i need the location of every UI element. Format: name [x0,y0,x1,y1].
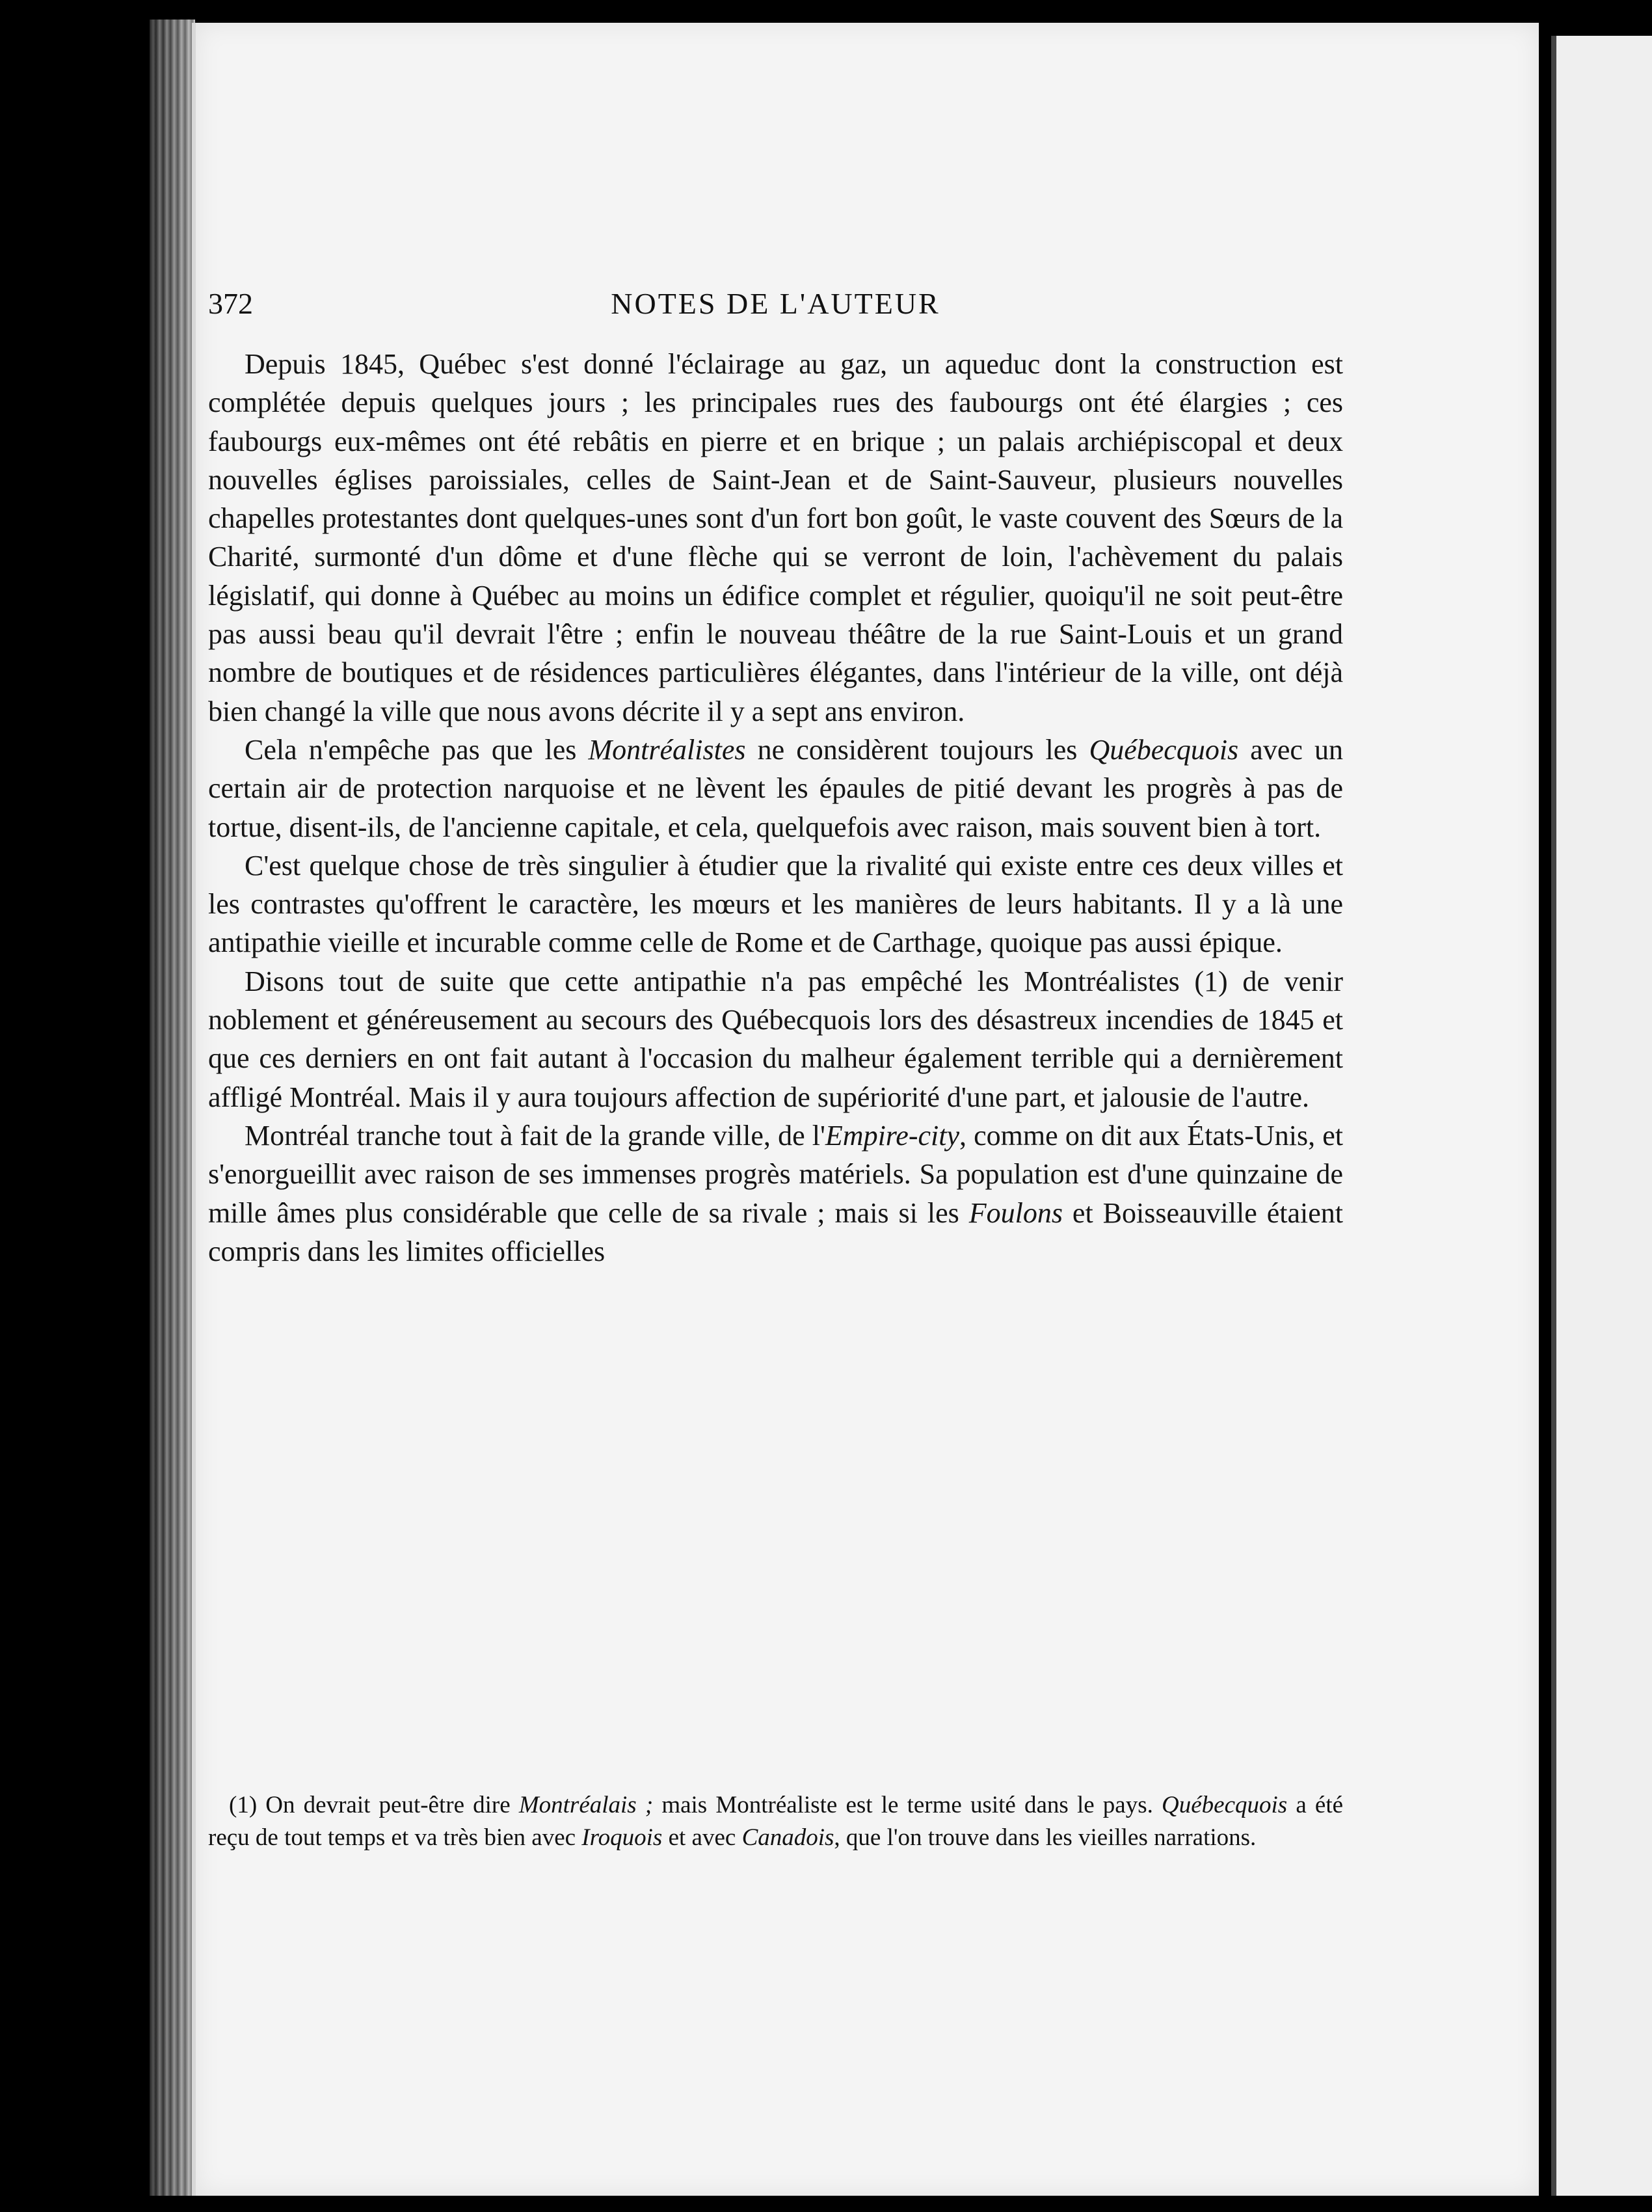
footnote-segment-text: et avec [662,1824,742,1851]
paragraph-segment-text: Cela n'empêche pas que les [245,733,589,766]
footnote-segment-text: mais Montréaliste est le terme usité dans le pays. [653,1792,1162,1818]
paragraph-segment-text: et Boisseauville étaient compris dans les limites officielles [208,1196,1343,1267]
paragraph-segment-text: avec un certain air de protection narquoise et ne lèvent les épaules de pitié devant les progrès à pas de tortue, disent-ils, de l'ancienne capitale, et cela, quelquefois avec raison, mais souvent bien à tort. [208,733,1343,843]
footnote-segment-italic: Canadois [741,1824,834,1851]
paragraph-segment-text: , comme on dit aux États-Unis, et s'enorgueillit avec raison de ses immenses progrès matériels. Sa population est d'une quinzaine de mille âmes plus considérable que celle de sa rivale ; mais si les [208,1119,1343,1229]
paragraph-segment-text: Montréal tranche tout à fait de la grande ville, de l' [245,1119,825,1152]
footnote-segment-italic: Montréalais ; [518,1792,654,1818]
paragraph-segment-text: Disons tout de suite que cette antipathie n'a pas empêché les Montréalistes (1) de venir noblement et généreusement au secours des Québecquois lors des désastreux incendies de 1845 et que ces derniers en ont fait autant à l'occasion du malheur également terrible qui a dernièrement affligé Montréal. Mais il y aura toujours affection de supériorité d'une part, et jalousie de l'autre. [208,965,1343,1113]
paragraph-segment-italic: Empire-city [825,1119,959,1152]
paragraph-segment-italic: Montréalistes [588,733,746,766]
paragraph [208,962,1343,1116]
paragraph [208,345,1343,731]
paragraph [208,1116,1343,1271]
paragraph-segment-text: Depuis 1845, Québec s'est donné l'éclairage au gaz, un aqueduc dont la construction est complétée depuis quelques jours ; les principales rues des faubourgs ont été élargies ; ces faubourgs eux-mêmes ont été rebâtis en pierre et en brique ; un palais archiépiscopal et deux nouvelles églises paroissiales, celles de Saint-Jean et de Saint-Sauveur, plusieurs nouvelles chapelles protestantes dont quelques-unes sont d'un fort bon goût, le vaste couvent des Sœurs de la Charité, surmonté d'un dôme et d'une flèche qui se verront de loin, l'achèvement du palais législatif, qui donne à Québec au moins un édifice complet et régulier, quoiqu'il ne soit peut-être pas aussi beau qu'il devrait l'être ; enfin le nouveau théâtre de la rue Saint-Louis et un grand nombre de boutiques et de résidences particulières élégantes, dans l'intérieur de la ville, ont déjà bien changé la ville que nous avons décrite il y a sept ans environ. [208,348,1343,727]
footnote [208,1789,1343,1854]
page-header [208,286,1343,325]
next-page-edge [1551,36,1652,2196]
paragraph-segment-text: C'est quelque chose de très singulier à étudier que la rivalité qui existe entre ces deux villes et les contrastes qu'offrent le caractère, les mœurs et les manières de leurs habitants. Il y a là une antipathie vieille et incurable comme celle de Rome et de Carthage, quoique pas aussi épique. [208,849,1343,959]
footnote-segment-text: , que l'on trouve dans les vieilles narrations. [834,1824,1257,1851]
footnote-segment-italic: Iroquois [581,1824,663,1851]
body-text [208,345,1343,1271]
book-page-edges [150,20,195,2196]
paragraph [208,846,1343,962]
page-number: 372 [208,287,253,320]
footnote-text [208,1789,1343,1854]
footnote-segment-italic: Québecquois [1162,1792,1288,1818]
paragraph-segment-text: ne considèrent toujours les [745,733,1089,766]
footnote-segment-text: (1) On devrait peut-être dire [229,1792,519,1818]
footnote-segment-text: a été reçu de tout temps et va très bien avec [208,1792,1344,1851]
paragraph-segment-italic: Foulons [968,1196,1063,1229]
paragraph-segment-italic: Québecquois [1089,733,1239,766]
running-head: NOTES DE L'AUTEUR [611,287,940,320]
paragraph [208,731,1343,846]
